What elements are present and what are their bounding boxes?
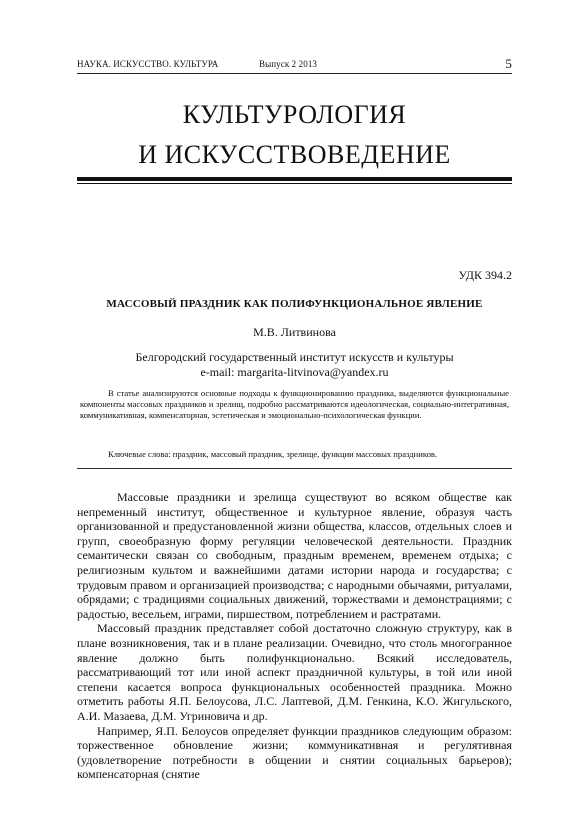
page-number: 5 [505, 56, 512, 71]
journal-name: НАУКА. ИСКУССТВО. КУЛЬТУРА [77, 59, 219, 69]
udk-code: УДК 394.2 [458, 268, 512, 282]
body-paragraph-3: Например, Я.П. Белоусов определяет функции праздников следующим образом: торжественное обновление жизни; коммуникативная и регулятивная (удовлетворение потребности в общении и снятии социальных барьеров); компенсаторная (снятие [77, 723, 512, 782]
body-paragraph-1: Массовые праздники и зрелища существуют во всяком обществе как непременный институт, общественное и культурное явление, образуя часть организованной и предустановленной жизни общества, классов, отдельных слоев и групп, своеобразную форму регуляции человеческой деятельности. Праздник семантически связан со свободным, праздным временем, временем отдыха; с религиозным культом и важнейшими датами истории народа и государства; с трудовым правом и организацией производства; с народными обычаями, ритуалами, обрядами; с традициями социальных движений, торжествами и демонстрациями; с радостью, весельем, играми, пиршеством, потреблением и растратами. [77, 490, 512, 621]
running-header [77, 56, 512, 74]
author-affiliation-block [77, 350, 512, 380]
article-title: МАССОВЫЙ ПРАЗДНИК КАК ПОЛИФУНКЦИОНАЛЬНОЕ ЯВЛЕНИЕ [106, 298, 483, 310]
header-divider [77, 73, 512, 74]
affiliation: Белгородский государственный институт искусств и культуры [135, 350, 454, 364]
abstract: В статье анализируются основные подходы к функционированию праздника, выделяются функциональные компоненты массовых праздников и зрелищ, подробно рассматриваются идеологическая, социально-интегративная, коммуникативная, компенсаторная, эстетическая и эмоционально-психологическая функции. [80, 388, 509, 420]
author-name: М.В. Литвинова [253, 325, 336, 339]
section-title-line-2: И ИСКУССТВОВЕДЕНИЕ [138, 140, 451, 169]
issue-label: Выпуск 2 2013 [259, 59, 318, 69]
section-divider-thin [77, 183, 512, 184]
body-paragraph-2: Массовый праздник представляет собой достаточно сложную структуру, как в плане возникновения, так и в плане реализации. Очевидно, что столь многогранное явление должно быть полифункционально. Всякий исследователь, рассматривающий тот или иной аспект праздничной культуры, в той или иной степени касается вопроса функциональных особенностей праздника. Можно отметить работы Я.П. Белоусова, Л.С. Лаптевой, Д.М. Генкина, К.О. Жигульского, А.И. Мазаева, Д.М. Угриновича и др. [77, 621, 512, 723]
section-divider-thick [77, 177, 512, 181]
section-title-line-1: КУЛЬТУРОЛОГИЯ [182, 100, 407, 129]
author-email: e-mail: margarita-litvinova@yandex.ru [200, 365, 389, 379]
keywords: Ключевые слова: праздник, массовый праздник, зрелище, функции массовых праздников. [108, 449, 438, 459]
article-body [77, 490, 512, 782]
body-divider [77, 468, 512, 469]
